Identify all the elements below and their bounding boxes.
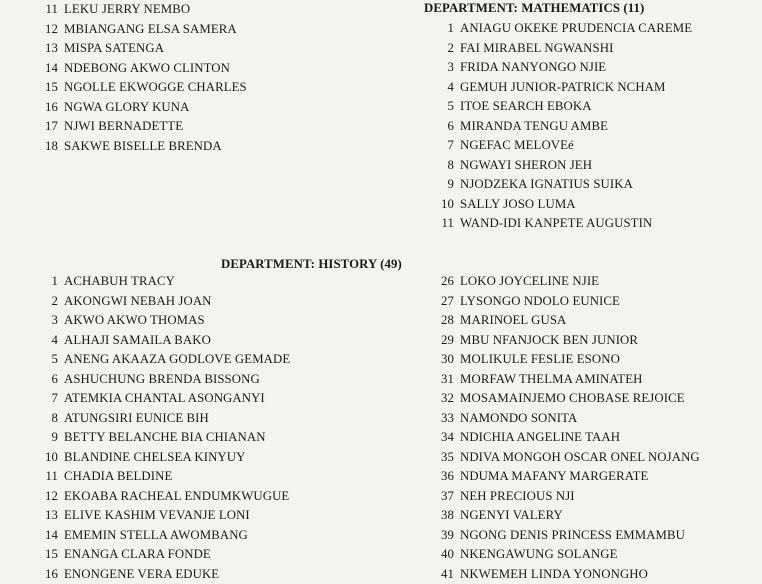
item-number: 1	[424, 19, 454, 39]
item-number: 30	[424, 350, 454, 370]
list-item	[40, 409, 290, 429]
student-name: NGEFAC MELOVEé	[460, 138, 574, 152]
student-name: NDEBONG AKWO CLINTON	[64, 61, 230, 75]
list-item	[40, 487, 290, 507]
item-number: 11	[40, 0, 58, 20]
list-item	[40, 98, 247, 118]
list-item	[424, 526, 700, 546]
list-item	[40, 389, 290, 409]
item-number: 8	[40, 409, 58, 429]
list-item	[424, 409, 700, 429]
student-name: LYSONGO NDOLO EUNICE	[460, 294, 620, 308]
list-item	[424, 78, 692, 98]
list-item	[40, 39, 247, 59]
list-item	[424, 136, 692, 156]
student-name: AKONGWI NEBAH JOAN	[64, 294, 212, 308]
list-item	[424, 331, 700, 351]
student-name: FRIDA NANYONGO NJIE	[460, 60, 606, 74]
student-name: ACHABUH TRACY	[64, 274, 175, 288]
item-number: 10	[424, 195, 454, 215]
item-number: 5	[40, 350, 58, 370]
student-name: NEH PRECIOUS NJI	[460, 489, 575, 503]
student-name: MISPA SATENGA	[64, 41, 164, 55]
item-number: 41	[424, 565, 454, 584]
student-name: ELIVE KASHIM VEVANJE LONI	[64, 508, 250, 522]
item-number: 16	[40, 98, 58, 118]
list-item	[424, 448, 700, 468]
student-name: EKOABA RACHEAL ENDUMKWUGUE	[64, 489, 289, 503]
item-number: 4	[40, 331, 58, 351]
list-item	[40, 59, 247, 79]
item-number: 13	[40, 506, 58, 526]
student-name: MORFAW THELMA AMINATEH	[460, 372, 642, 386]
student-name: NKWEMEH LINDA YONONGHO	[460, 567, 648, 581]
student-name: SALLY JOSO LUMA	[460, 197, 576, 211]
item-number: 13	[40, 39, 58, 59]
student-name: BETTY BELANCHE BIA CHIANAN	[64, 430, 266, 444]
item-number: 11	[424, 214, 454, 234]
history-student-list-right	[424, 272, 700, 584]
list-item	[40, 137, 247, 157]
student-name: ATUNGSIRI EUNICE BIH	[64, 411, 209, 425]
list-item	[40, 506, 290, 526]
item-number: 40	[424, 545, 454, 565]
list-item	[40, 272, 290, 292]
list-item	[40, 526, 290, 546]
student-name: NGENYI VALERY	[460, 508, 563, 522]
student-name: NGWA GLORY KUNA	[64, 100, 189, 114]
list-item	[40, 78, 247, 98]
student-name: WAND-IDI KANPETE AUGUSTIN	[460, 216, 652, 230]
item-number: 27	[424, 292, 454, 312]
student-name: ENONGENE VERA EDUKE	[64, 567, 219, 581]
item-number: 18	[40, 137, 58, 157]
item-number: 11	[40, 467, 58, 487]
student-name: NJWI BERNADETTE	[64, 119, 183, 133]
item-number: 31	[424, 370, 454, 390]
list-item	[424, 311, 700, 331]
list-item	[424, 506, 700, 526]
item-number: 38	[424, 506, 454, 526]
list-item	[40, 565, 290, 584]
list-item	[424, 175, 692, 195]
history-student-list-left	[40, 272, 290, 584]
department-heading-mathematics: DEPARTMENT: MATHEMATICS (11)	[424, 1, 644, 16]
student-name: MBU NFANJOCK BEN JUNIOR	[460, 333, 638, 347]
student-name: MARINOEL GUSA	[460, 313, 566, 327]
item-number: 1	[40, 272, 58, 292]
list-item	[424, 97, 692, 117]
student-name: NGOLLE EKWOGGE CHARLES	[64, 80, 247, 94]
item-number: 14	[40, 59, 58, 79]
list-item	[40, 292, 290, 312]
item-number: 33	[424, 409, 454, 429]
list-item	[424, 370, 700, 390]
student-name: SAKWE BISELLE BRENDA	[64, 139, 222, 153]
student-name: NGWAYI SHERON JEH	[460, 158, 592, 172]
list-item	[424, 565, 700, 584]
student-name: MOLIKULE FESLIE ESONO	[460, 352, 620, 366]
list-item	[424, 195, 692, 215]
list-item	[424, 389, 700, 409]
mathematics-student-list	[424, 19, 692, 234]
list-item	[424, 428, 700, 448]
list-item	[424, 545, 700, 565]
list-item	[424, 467, 700, 487]
list-item	[424, 117, 692, 137]
student-name: ANENG AKAAZA GODLOVE GEMADE	[64, 352, 290, 366]
item-number: 15	[40, 78, 58, 98]
item-number: 2	[40, 292, 58, 312]
list-item	[424, 292, 700, 312]
student-name: ALHAJI SAMAILA BAKO	[64, 333, 211, 347]
student-name: NGONG DENIS PRINCESS EMMAMBU	[460, 528, 685, 542]
list-item	[424, 156, 692, 176]
list-item	[40, 448, 290, 468]
student-name: NDIVA MONGOH OSCAR ONEL NOJANG	[460, 450, 700, 464]
item-number: 39	[424, 526, 454, 546]
item-number: 6	[424, 117, 454, 137]
list-item	[40, 311, 290, 331]
list-item	[40, 545, 290, 565]
student-name: ATEMKIA CHANTAL ASONGANYI	[64, 391, 265, 405]
list-item	[424, 487, 700, 507]
student-name: ANIAGU OKEKE PRUDENCIA CAREME	[460, 21, 692, 35]
list-item	[40, 20, 247, 40]
list-item	[424, 19, 692, 39]
item-number: 9	[40, 428, 58, 448]
item-number: 7	[40, 389, 58, 409]
item-number: 3	[424, 58, 454, 78]
list-item	[424, 272, 700, 292]
item-number: 32	[424, 389, 454, 409]
student-name: AKWO AKWO THOMAS	[64, 313, 205, 327]
item-number: 17	[40, 117, 58, 137]
item-number: 28	[424, 311, 454, 331]
department-heading-history: DEPARTMENT: HISTORY (49)	[221, 257, 402, 272]
student-name: ITOE SEARCH EBOKA	[460, 99, 592, 113]
item-number: 36	[424, 467, 454, 487]
student-name: NAMONDO SONITA	[460, 411, 577, 425]
item-number: 26	[424, 272, 454, 292]
list-item	[40, 117, 247, 137]
item-number: 2	[424, 39, 454, 59]
list-item	[40, 0, 247, 20]
student-name: NJODZEKA IGNATIUS SUIKA	[460, 177, 633, 191]
list-item	[40, 467, 290, 487]
student-name: BLANDINE CHELSEA KINYUY	[64, 450, 245, 464]
student-name: MIRANDA TENGU AMBE	[460, 119, 608, 133]
item-number: 10	[40, 448, 58, 468]
continued-student-list	[40, 0, 247, 156]
list-item	[424, 39, 692, 59]
student-name: ENANGA CLARA FONDE	[64, 547, 211, 561]
item-number: 12	[40, 487, 58, 507]
item-number: 5	[424, 97, 454, 117]
student-name: FAI MIRABEL NGWANSHI	[460, 41, 613, 55]
student-name: EMEMIN STELLA AWOMBANG	[64, 528, 248, 542]
student-name: NKENGAWUNG SOLANGE	[460, 547, 618, 561]
item-number: 15	[40, 545, 58, 565]
list-item	[424, 58, 692, 78]
student-name: NDICHIA ANGELINE TAAH	[460, 430, 620, 444]
student-name: MBIANGANG ELSA SAMERA	[64, 22, 237, 36]
student-name: ASHUCHUNG BRENDA BISSONG	[64, 372, 260, 386]
student-name: MOSAMAINJEMO CHOBASE REJOICE	[460, 391, 685, 405]
student-name: LEKU JERRY NEMBO	[64, 2, 190, 16]
item-number: 35	[424, 448, 454, 468]
item-number: 9	[424, 175, 454, 195]
item-number: 7	[424, 136, 454, 156]
item-number: 14	[40, 526, 58, 546]
item-number: 34	[424, 428, 454, 448]
list-item	[40, 331, 290, 351]
list-item	[424, 214, 692, 234]
item-number: 12	[40, 20, 58, 40]
item-number: 29	[424, 331, 454, 351]
list-item	[40, 370, 290, 390]
student-name: CHADIA BELDINE	[64, 469, 172, 483]
item-number: 8	[424, 156, 454, 176]
student-name: NDUMA MAFANY MARGERATE	[460, 469, 648, 483]
list-item	[40, 350, 290, 370]
list-item	[40, 428, 290, 448]
item-number: 6	[40, 370, 58, 390]
list-item	[424, 350, 700, 370]
item-number: 3	[40, 311, 58, 331]
student-name: LOKO JOYCELINE NJIE	[460, 274, 599, 288]
student-name: GEMUH JUNIOR-PATRICK NCHAM	[460, 80, 665, 94]
item-number: 37	[424, 487, 454, 507]
item-number: 4	[424, 78, 454, 98]
item-number: 16	[40, 565, 58, 584]
